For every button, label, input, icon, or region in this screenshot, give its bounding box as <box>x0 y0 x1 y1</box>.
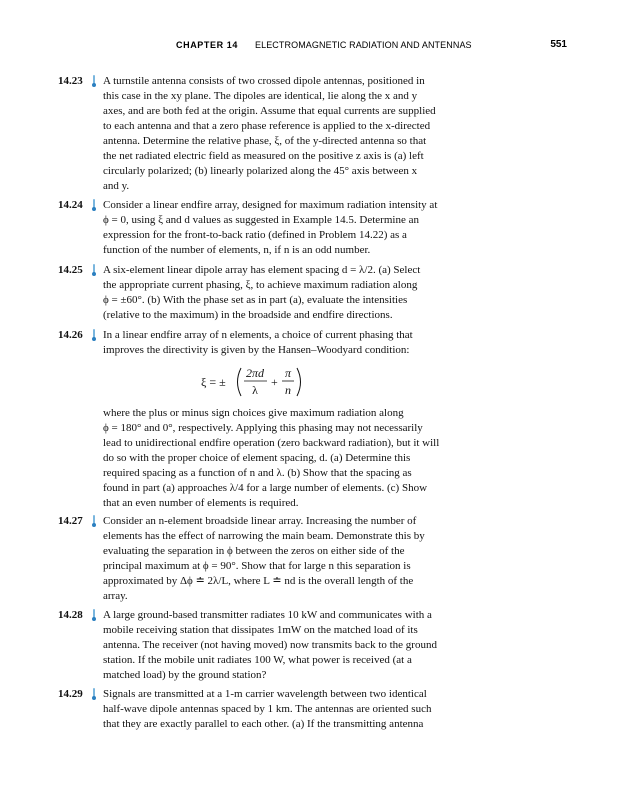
page-header <box>0 38 627 52</box>
hansen-woodyard-equation <box>103 362 478 402</box>
problem-number: 14.25 <box>58 264 83 276</box>
problem-number: 14.26 <box>58 329 83 341</box>
problem-number: 14.27 <box>58 515 83 527</box>
thermometer-icon <box>92 264 96 276</box>
text-line: improves the directivity is given by the Hansen–Woodyard condition: <box>103 344 410 356</box>
text-line: elements has the effect of narrowing the main beam. Demonstrate this by <box>103 530 425 542</box>
problem-number: 14.29 <box>58 688 83 700</box>
text-line: do so with the proper choice of element spacing, d. (a) Determine this <box>103 452 411 464</box>
text-line: approximated by Δϕ ≐ 2λ/L, where L ≐ nd is the overall length of the <box>103 575 414 587</box>
text-line: ϕ = 0, using ξ and d values as suggested in Example 14.5. Determine an <box>103 214 419 226</box>
left-paren <box>238 368 242 396</box>
text-line: that an even number of elements is required. <box>103 497 299 509</box>
text-line: expression for the front-to-back ratio (defined in Problem 14.22) as a <box>103 229 407 241</box>
thermometer-icon <box>92 515 96 527</box>
text-line: Consider an n-element broadside linear array. Increasing the number of <box>103 515 417 527</box>
equation-lhs: ξ = ± <box>201 375 226 389</box>
text-line: that they are exactly parallel to each other. (a) If the transmitting antenna <box>103 718 424 730</box>
text-line: antenna. The receiver (not having moved) now transmits back to the ground <box>103 639 437 651</box>
numerator-1: 2πd <box>245 366 265 380</box>
problem-text <box>103 514 478 604</box>
problem-14-25 <box>58 263 478 323</box>
problem-text <box>103 74 478 194</box>
text-line: (relative to the maximum) in the broadside and endfire directions. <box>103 309 393 321</box>
problem-text <box>103 198 478 258</box>
text-line: A six-element linear dipole array has element spacing d = λ/2. (a) Select <box>103 264 421 276</box>
chapter-label: CHAPTER 14 <box>176 40 239 50</box>
problem-14-29 <box>58 687 478 732</box>
text-line: lead to unidirectional endfire operation (zero backward radiation), but it will <box>103 437 440 449</box>
text-line: Signals are transmitted at a 1-m carrier wavelength between two identical <box>103 688 427 700</box>
text-line: station. If the mobile unit radiates 100 W, what power is received (at a <box>103 654 412 666</box>
problem-14-23 <box>58 74 478 194</box>
problem-text <box>103 608 478 683</box>
plus-sign: + <box>271 375 278 389</box>
thermometer-icon <box>92 329 96 341</box>
text-line: A large ground-based transmitter radiates 10 kW and communicates with a <box>103 609 432 621</box>
thermometer-icon <box>92 75 96 87</box>
text-line: ϕ = 180° and 0°, respectively. Applying this phasing may not necessarily <box>103 422 423 434</box>
text-line: evaluating the separation in ϕ between the zeros on either side of the <box>103 545 405 557</box>
text-line: antenna. Determine the relative phase, ξ, of the y-directed antenna so that <box>103 135 427 147</box>
right-paren <box>297 368 301 396</box>
problem-number: 14.24 <box>58 199 83 211</box>
text-line: Consider a linear endfire array, designed for maximum radiation intensity at <box>103 199 438 211</box>
text-line: mobile receiving station that dissipates 1mW on the matched load of its <box>103 624 418 636</box>
denominator-1: λ <box>252 383 258 397</box>
problem-text <box>103 328 478 511</box>
page-number: 551 <box>550 39 567 50</box>
problem-14-24 <box>58 198 478 258</box>
problem-text <box>103 263 478 323</box>
thermometer-icon <box>92 609 96 621</box>
text-line: A turnstile antenna consists of two crossed dipole antennas, positioned in <box>103 75 425 87</box>
denominator-2: n <box>285 383 291 397</box>
thermometer-icon <box>92 688 96 700</box>
text-line: half-wave dipole antennas spaced by 1 km. The antennas are oriented such <box>103 703 432 715</box>
text-line: circularly polarized; (b) linearly polarized along the 45° axis between x <box>103 165 418 177</box>
text-line: principal maximum at ϕ = 90°. Show that for large n this separation is <box>103 560 411 572</box>
problem-14-27 <box>58 514 478 604</box>
text-line: found in part (a) approaches λ/4 for a large number of elements. (c) Show <box>103 482 428 494</box>
problem-number: 14.23 <box>58 75 83 87</box>
chapter-title: ELECTROMAGNETIC RADIATION AND ANTENNAS <box>255 40 472 50</box>
problem-14-28 <box>58 608 478 683</box>
text-line: array. <box>103 590 128 602</box>
text-line: axes, and are both fed at the origin. Assume that equal currents are supplied <box>103 105 436 117</box>
text-line: the appropriate current phasing, ξ, to achieve maximum radiation along <box>103 279 418 291</box>
thermometer-icon <box>92 199 96 211</box>
text-line: the net radiated electric field as measured on the positive z axis is (a) left <box>103 150 424 162</box>
text-line: function of the number of elements, n, if n is an odd number. <box>103 244 371 256</box>
numerator-2: π <box>284 366 292 380</box>
problem-text <box>103 687 478 732</box>
text-line: where the plus or minus sign choices give maximum radiation along <box>103 407 404 419</box>
problem-number: 14.28 <box>58 609 83 621</box>
text-line: required spacing as a function of n and λ. (b) Show that the spacing as <box>103 467 412 479</box>
text-line: and y. <box>103 180 130 192</box>
text-line: this case in the xy plane. The dipoles are identical, lie along the x and y <box>103 90 418 102</box>
text-line: matched load) by the ground station? <box>103 669 267 681</box>
problem-14-26 <box>58 328 478 511</box>
text-line: In a linear endfire array of n elements, a choice of current phasing that <box>103 329 413 341</box>
text-line: ϕ = ±60°. (b) With the phase set as in part (a), evaluate the intensities <box>103 294 408 306</box>
text-line: to each antenna and that a zero phase reference is applied to the x-directed <box>103 120 431 132</box>
